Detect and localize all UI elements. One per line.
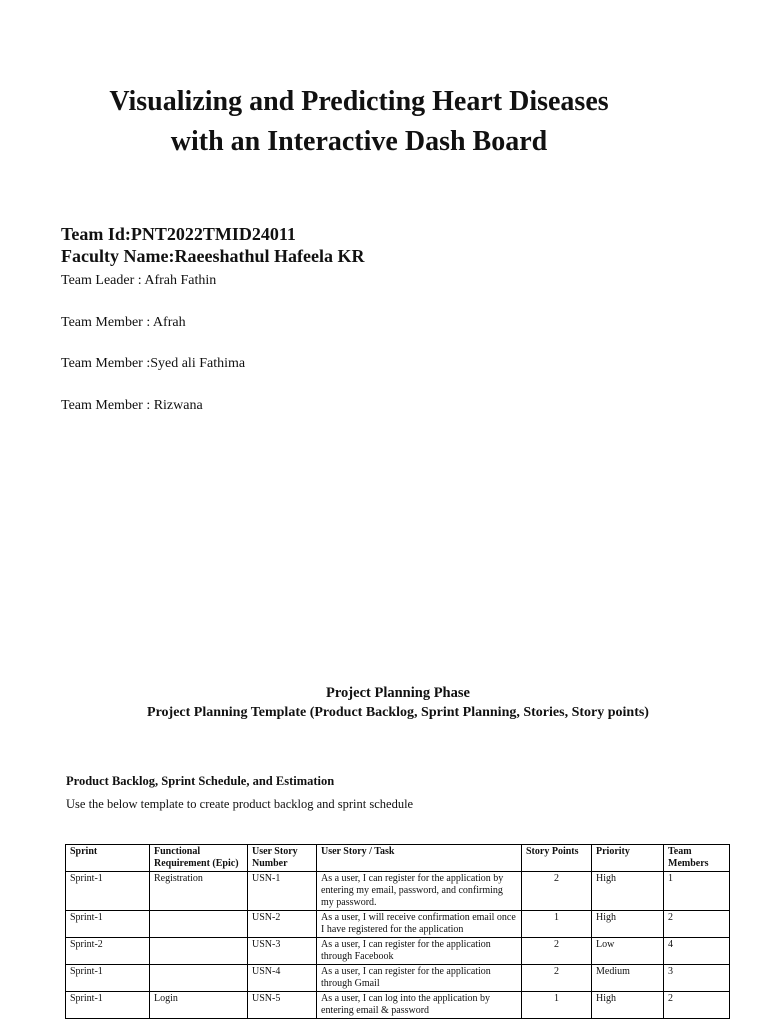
title-line-2: with an Interactive Dash Board (170, 126, 548, 157)
task-cell: As a user, I can register for the application through Facebook (317, 938, 522, 965)
sprint-cell: Sprint-1 (66, 992, 150, 1019)
planning-phase-heading: Project Planning Phase (326, 685, 470, 701)
instruction-text: Use the below template to create product backlog and sprint schedule (66, 797, 414, 811)
team-id: Team Id:PNT2022TMID24011 (61, 224, 296, 244)
priority-cell: High (592, 992, 664, 1019)
task-cell: As a user, I can register for the application through Gmail (317, 965, 522, 992)
epic-cell (150, 965, 248, 992)
sprint-cell: Sprint-2 (66, 938, 150, 965)
members-cell: 2 (664, 911, 730, 938)
faculty-name: Faculty Name:Raeeshathul Hafeela KR (61, 246, 365, 266)
epic-cell (150, 938, 248, 965)
epic-cell (150, 911, 248, 938)
column-header: Story Points (522, 845, 592, 872)
planning-template-heading: Project Planning Template (Product Backlog, Sprint Planning, Stories, Story points) (147, 705, 649, 720)
task-cell: As a user, I can log into the application by entering email & password (317, 992, 522, 1019)
priority-cell: High (592, 911, 664, 938)
team-leader: Team Leader : Afrah Fathin (61, 273, 217, 288)
epic-cell: Login (150, 992, 248, 1019)
document-title (0, 82, 718, 162)
table-row (66, 965, 730, 992)
priority-cell: Low (592, 938, 664, 965)
column-header: Functional Requirement (Epic) (150, 845, 248, 872)
table-row (66, 992, 730, 1019)
section-heading: Product Backlog, Sprint Schedule, and Estimation (66, 774, 335, 788)
members-cell: 2 (664, 992, 730, 1019)
column-header: User Story / Task (317, 845, 522, 872)
task-cell: As a user, I can register for the application by entering my email, password, and confirming my password. (317, 872, 522, 911)
column-header: Team Members (664, 845, 730, 872)
product-backlog-table (65, 844, 730, 1019)
team-member: Team Member : Rizwana (61, 398, 203, 413)
sprint-cell: Sprint-1 (66, 911, 150, 938)
epic-cell: Registration (150, 872, 248, 911)
points-cell: 2 (522, 938, 592, 965)
usn-cell: USN-4 (248, 965, 317, 992)
members-cell: 1 (664, 872, 730, 911)
sprint-cell: Sprint-1 (66, 965, 150, 992)
usn-cell: USN-5 (248, 992, 317, 1019)
usn-cell: USN-1 (248, 872, 317, 911)
priority-cell: High (592, 872, 664, 911)
team-member: Team Member : Afrah (61, 315, 186, 330)
title-line-1: Visualizing and Predicting Heart Diseases (109, 86, 609, 117)
table-row (66, 911, 730, 938)
column-header: Sprint (66, 845, 150, 872)
members-cell: 3 (664, 965, 730, 992)
column-header: User Story Number (248, 845, 317, 872)
task-cell: As a user, I will receive confirmation email once I have registered for the application (317, 911, 522, 938)
priority-cell: Medium (592, 965, 664, 992)
table-header-row (66, 845, 730, 872)
usn-cell: USN-2 (248, 911, 317, 938)
points-cell: 2 (522, 965, 592, 992)
team-member: Team Member :Syed ali Fathima (61, 356, 246, 371)
usn-cell: USN-3 (248, 938, 317, 965)
sprint-cell: Sprint-1 (66, 872, 150, 911)
members-cell: 4 (664, 938, 730, 965)
points-cell: 1 (522, 992, 592, 1019)
points-cell: 2 (522, 872, 592, 911)
column-header: Priority (592, 845, 664, 872)
table-row (66, 872, 730, 911)
points-cell: 1 (522, 911, 592, 938)
table-row (66, 938, 730, 965)
